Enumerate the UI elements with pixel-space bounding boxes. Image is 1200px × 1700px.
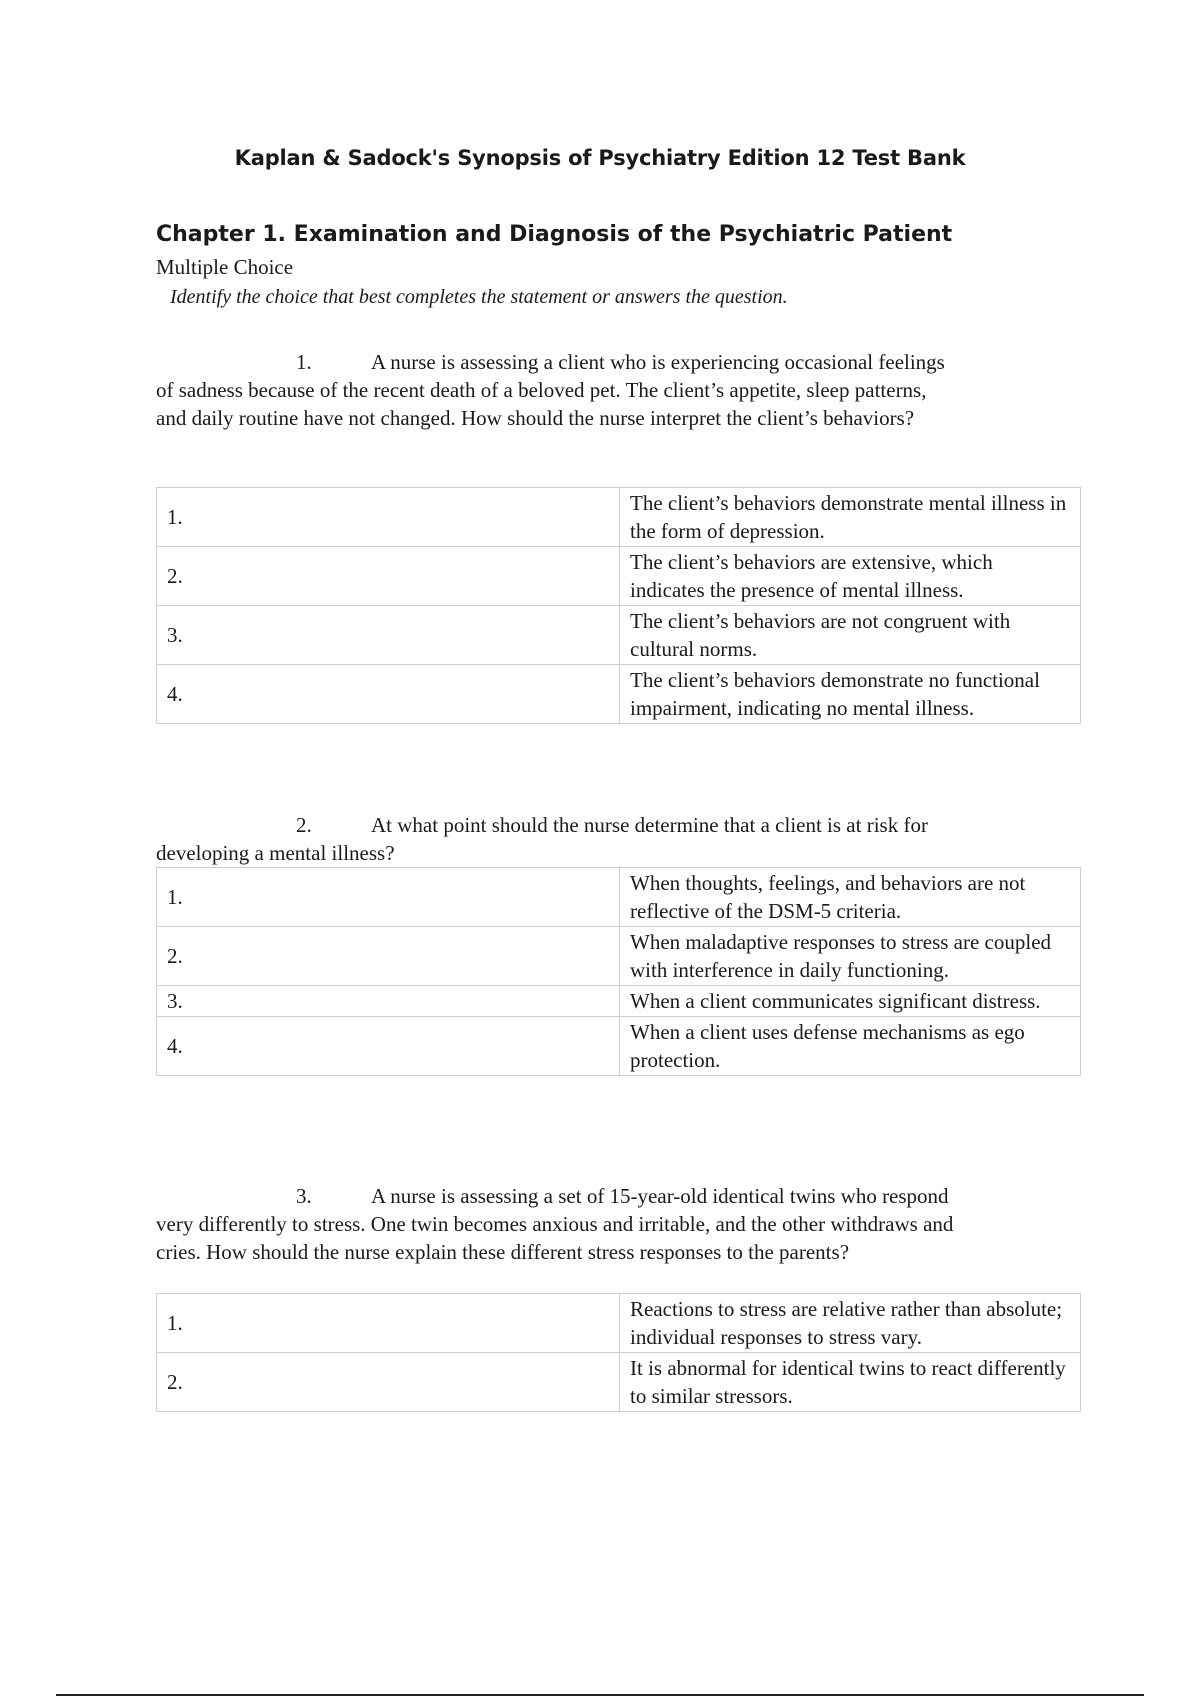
choice-number: 4. — [157, 1017, 620, 1076]
choice-number: 4. — [157, 665, 620, 724]
choice-text: The client’s behaviors demonstrate no functional impairment, indicating no mental illness. — [620, 665, 1081, 724]
footer-divider — [56, 1694, 1144, 1696]
choice-text: It is abnormal for identical twins to react differently to similar stressors. — [620, 1353, 1081, 1412]
question-number: 3. — [296, 1184, 312, 1208]
choice-number: 3. — [157, 606, 620, 665]
choice-text: Reactions to stress are relative rather than absolute; individual responses to stress vary. — [620, 1294, 1081, 1353]
choices-table-2 — [156, 867, 1081, 1076]
choice-row — [157, 665, 1081, 724]
choice-row — [157, 927, 1081, 986]
question-3 — [156, 1182, 956, 1266]
choice-text: When thoughts, feelings, and behaviors are not reflective of the DSM-5 criteria. — [620, 868, 1081, 927]
choice-row — [157, 488, 1081, 547]
choice-number: 1. — [157, 1294, 620, 1353]
question-text: A nurse is assessing a set of 15-year-old identical twins who respond very differently to stress. One twin becomes anxious and irritable, and the other withdraws and cries. How should the nurse explain these different stress responses to the parents? — [156, 1184, 954, 1264]
question-text: A nurse is assessing a client who is experiencing occasional feelings of sadness because of the recent death of a beloved pet. The client’s appetite, sleep patterns, and daily routine have not changed. How should the nurse interpret the client’s behaviors? — [156, 350, 945, 430]
choice-row — [157, 868, 1081, 927]
question-2 — [156, 811, 956, 867]
choice-row — [157, 547, 1081, 606]
choice-text: The client’s behaviors are extensive, which indicates the presence of mental illness. — [620, 547, 1081, 606]
choice-row — [157, 1294, 1081, 1353]
choice-number: 1. — [157, 868, 620, 927]
choice-number: 2. — [157, 547, 620, 606]
question-text: At what point should the nurse determine that a client is at risk for developing a mental illness? — [156, 813, 928, 865]
choices-table-1 — [156, 487, 1081, 724]
question-number: 1. — [296, 350, 312, 374]
section-label: Multiple Choice — [156, 255, 294, 279]
chapter-heading: Chapter 1. Examination and Diagnosis of the Psychiatric Patient — [156, 222, 953, 247]
choice-row — [157, 1353, 1081, 1412]
choice-text: When a client uses defense mechanisms as ego protection. — [620, 1017, 1081, 1076]
question-number: 2. — [296, 813, 312, 837]
choice-row — [157, 606, 1081, 665]
choices-table-3 — [156, 1293, 1081, 1412]
choice-text: The client’s behaviors demonstrate mental illness in the form of depression. — [620, 488, 1081, 547]
choice-number: 2. — [157, 927, 620, 986]
choice-number: 2. — [157, 1353, 620, 1412]
choice-number: 1. — [157, 488, 620, 547]
page-title: Kaplan & Sadock's Synopsis of Psychiatry Edition 12 Test Bank — [234, 146, 966, 170]
choice-row — [157, 986, 1081, 1017]
choice-text: The client’s behaviors are not congruent with cultural norms. — [620, 606, 1081, 665]
choice-number: 3. — [157, 986, 620, 1017]
choice-text: When a client communicates significant distress. — [620, 986, 1081, 1017]
choice-text: When maladaptive responses to stress are coupled with interference in daily functioning. — [620, 927, 1081, 986]
choice-row — [157, 1017, 1081, 1076]
question-1 — [156, 348, 956, 432]
instructions: Identify the choice that best completes the statement or answers the question. — [170, 286, 788, 308]
